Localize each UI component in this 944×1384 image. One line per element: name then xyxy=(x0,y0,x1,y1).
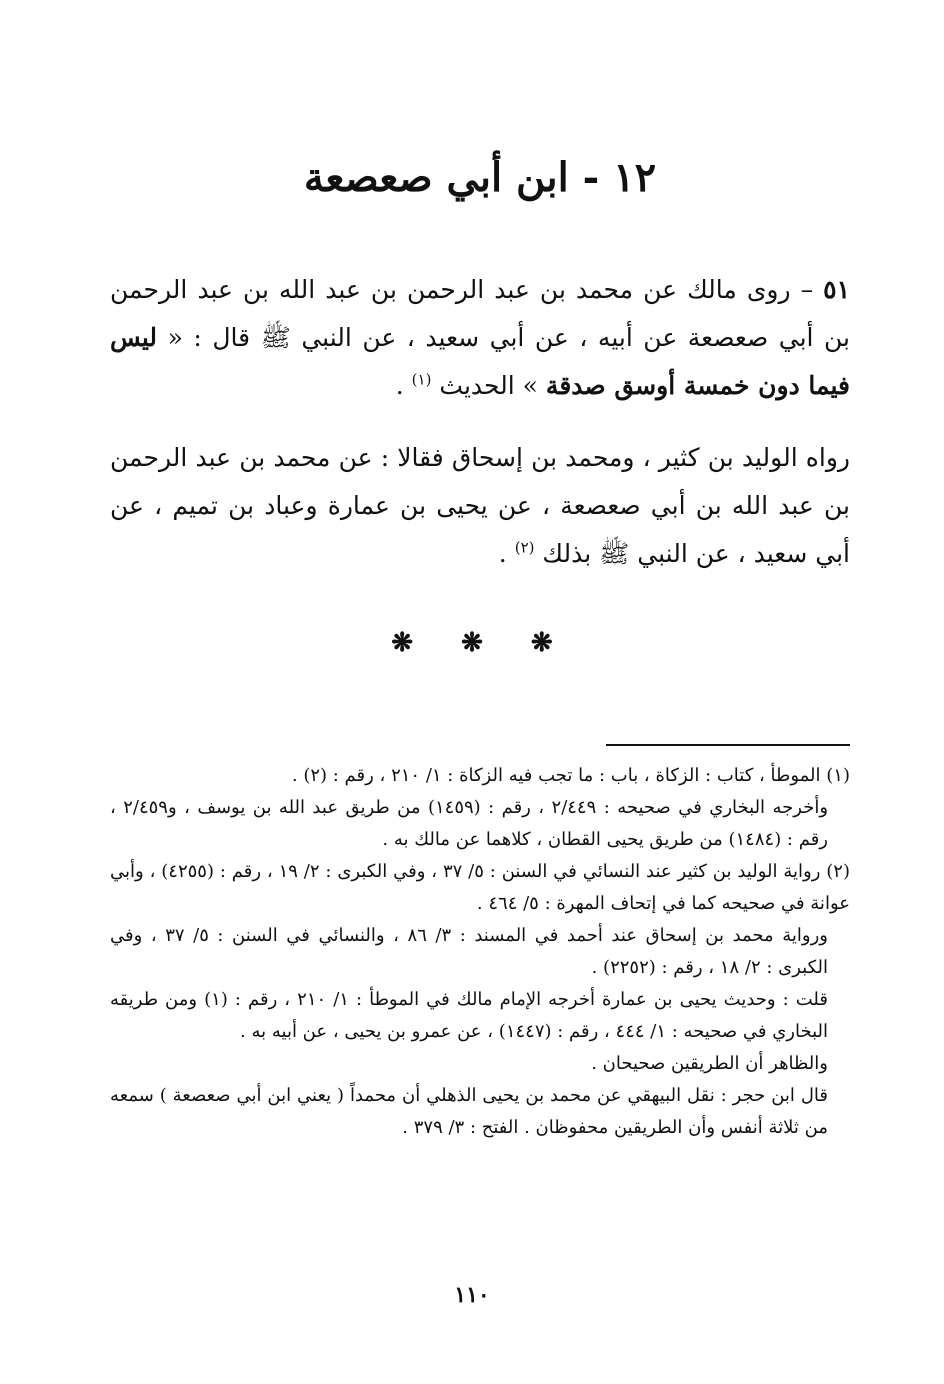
asterisk-ornament: ❋ xyxy=(530,628,553,658)
hadith-text-after: » الحديث xyxy=(431,371,546,400)
hadith-quote: ليس فيما دون خمسة أوسق صدقة xyxy=(110,323,850,400)
asterisk-ornament: ❋ xyxy=(461,628,483,658)
footnote-ref-2[interactable]: (٢) xyxy=(514,538,535,557)
narration-paragraph xyxy=(110,434,850,578)
footnote-ref-1[interactable]: (١) xyxy=(411,370,432,389)
hadith-text-before: – روى مالك عن محمد بن عبد الرحمن بن عبد الله بن عبد الرحمن بن أبي صعصعة عن أبيه ، عن أبي سعيد ، عن النبي ﷺ قال : « xyxy=(110,275,850,352)
narration-text: رواه الوليد بن كثير ، ومحمد بن إسحاق فقالا : عن محمد بن عبد الرحمن بن عبد الله بن أبي صعصعة ، عن يحيى بن عمارة وعباد بن تميم ، عن أبي سعيد ، عن النبي ﷺ بذلك xyxy=(110,443,850,568)
footnote-divider xyxy=(606,744,850,746)
main-text xyxy=(110,266,850,578)
hadith-paragraph xyxy=(110,266,850,410)
narration-end: . xyxy=(498,539,515,568)
footnote-1-continuation: وأخرجه البخاري في صحيحه : ٢/٤٤٩ ، رقم : (١٤٥٩) من طريق عبد الله بن يوسف ، و٢/٤٥٩ ، رقم : (١٤٨٤) من طريق يحيى القطان ، كلاهما عن مالك به . xyxy=(110,797,829,850)
asterisk-ornament: ❋ xyxy=(391,628,414,658)
footnote-2-ibn-hajar: قال ابن حجر : نقل البيهقي عن محمد بن يحيى الذهلي أن محمداً ( يعني ابن أبي صعصعة ) سمعه من ثلاثة أنفس وأن الطريقين محفوظان . الفتح : ٣/ ٣٧٩ . xyxy=(110,1085,828,1138)
page-number: ١١٠ xyxy=(454,1282,490,1308)
footnotes xyxy=(110,760,850,1144)
footnote-2: (٢) رواية الوليد بن كثير عند النسائي في السنن : ٥/ ٣٧ ، وفي الكبرى : ٢/ ١٩ ، رقم : (٤٢٥٥) ، وأبي عوانة في صحيحه كما في إتحاف المهرة : ٥/ ٤٦٤ . xyxy=(110,861,850,914)
hadith-number: ٥١ xyxy=(823,275,850,304)
footnote-2-comment: قلت : وحديث يحيى بن عمارة أخرجه الإمام مالك في الموطأ : ١/ ٢١٠ ، رقم : (١) ومن طريقه البخاري في صحيحه : ١/ ٤٤٤ ، رقم : (١٤٤٧) ، عن عمرو بن يحيى ، عن أبيه به . xyxy=(110,989,828,1042)
hadith-end: . xyxy=(395,371,412,400)
footnote-2-conclusion: والظاهر أن الطريقين صحيحان . xyxy=(591,1053,828,1074)
section-separator xyxy=(0,628,944,658)
footnote-2-continuation: ورواية محمد بن إسحاق عند أحمد في المسند : ٣/ ٨٦ ، والنسائي في السنن : ٥/ ٣٧ ، وفي الكبرى : ٢/ ١٨ ، رقم : (٢٢٥٢) . xyxy=(110,925,828,978)
footnote-1: (١) الموطأ ، كتاب : الزكاة ، باب : ما تجب فيه الزكاة : ١/ ٢١٠ ، رقم : (٢) . xyxy=(291,765,850,786)
chapter-title: ١٢ - ابن أبي صعصعة xyxy=(303,154,657,201)
